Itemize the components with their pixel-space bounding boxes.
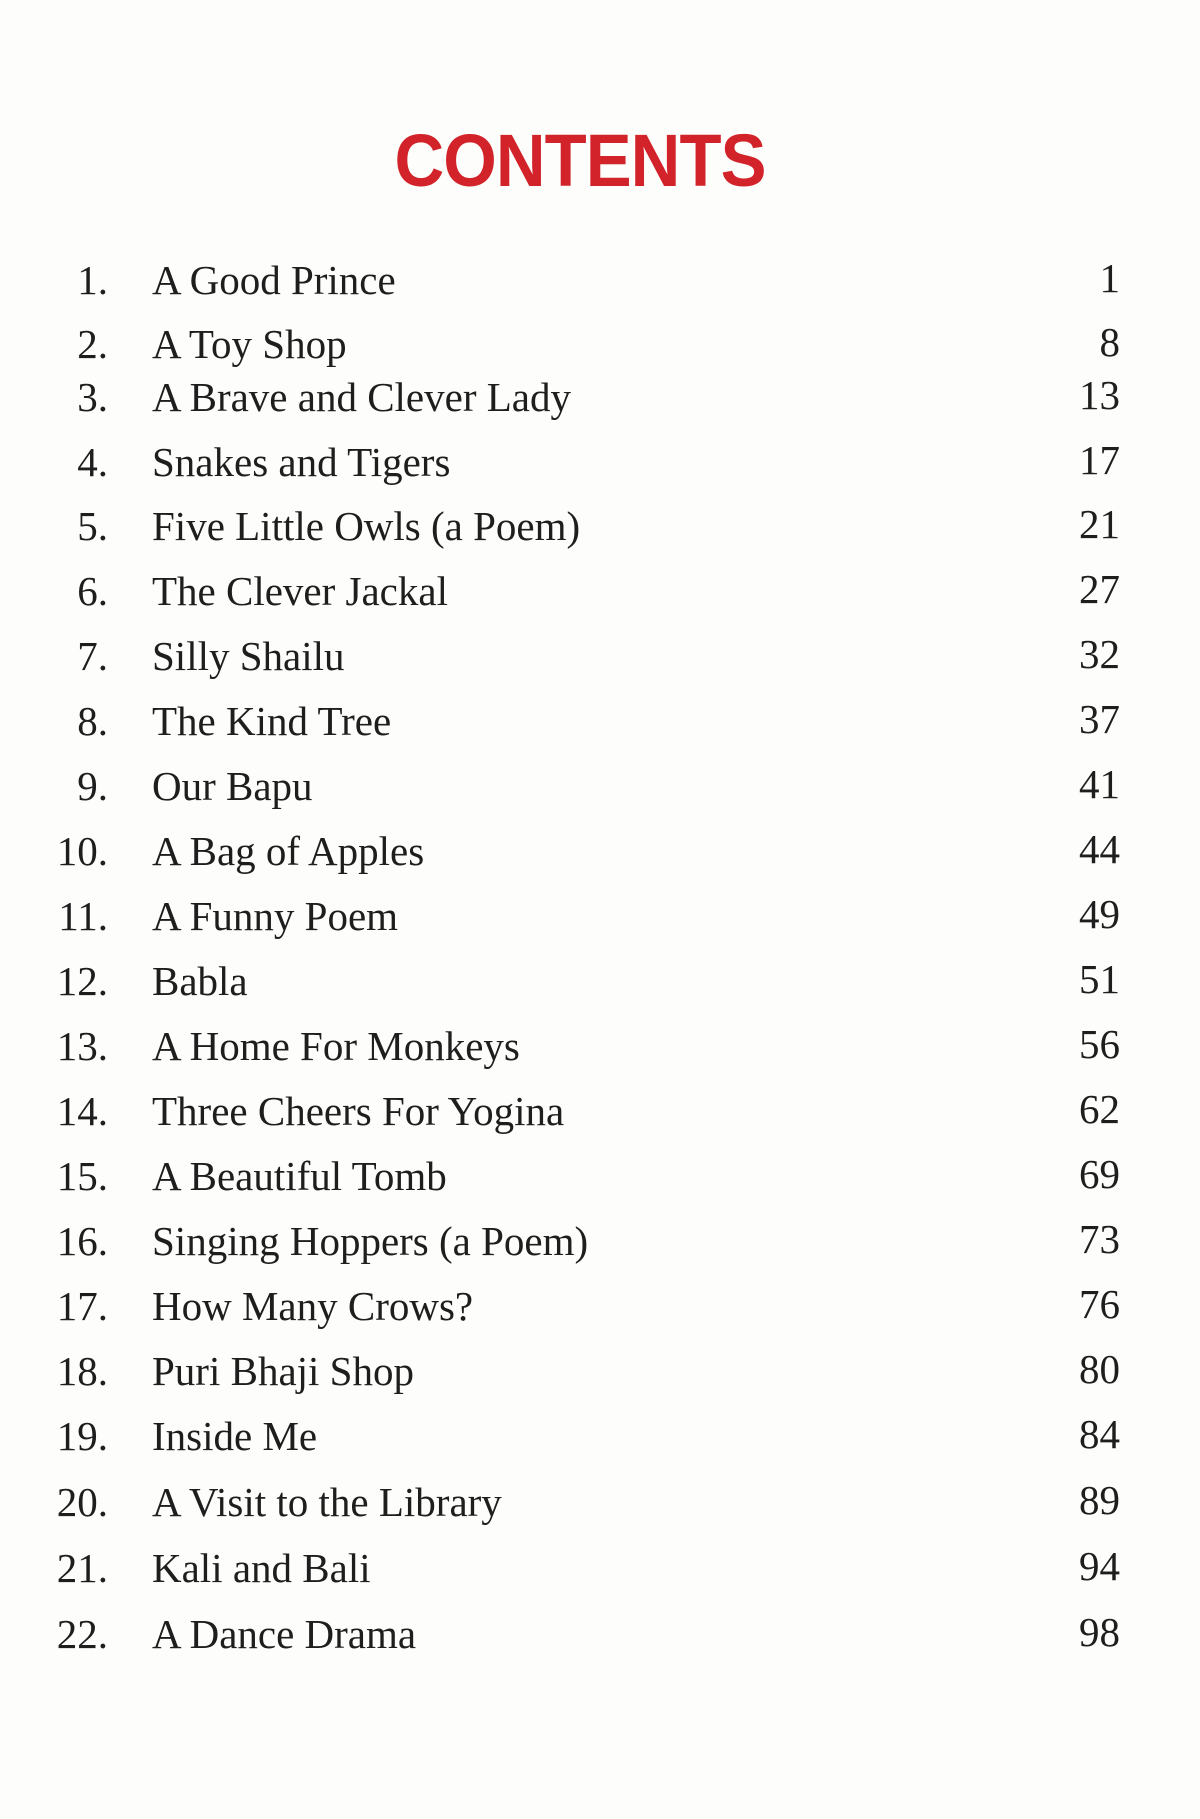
entry-title: Inside Me [152, 1413, 318, 1459]
toc-entry [0, 250, 1200, 310]
toc-entry [0, 756, 1200, 816]
entry-title: A Funny Poem [152, 893, 399, 939]
entry-page-number: 49 [1079, 891, 1120, 937]
entry-page-number: 62 [1079, 1086, 1120, 1132]
entry-page-number: 41 [1079, 761, 1120, 807]
entry-number: 18. [56, 1348, 108, 1394]
entry-number: 11. [58, 893, 108, 939]
toc-entry [0, 367, 1200, 427]
entry-title: Puri Bhaji Shop [152, 1348, 414, 1394]
entry-title: The Clever Jackal [152, 568, 448, 614]
entry-page-number: 27 [1079, 566, 1120, 612]
entry-title: A Brave and Clever Lady [152, 374, 571, 420]
entry-title: Three Cheers For Yogina [152, 1088, 565, 1134]
entry-title: Snakes and Tigers [152, 439, 451, 485]
toc-entry [0, 1406, 1200, 1466]
entry-page-number: 56 [1079, 1021, 1120, 1067]
entry-page-number: 84 [1079, 1411, 1120, 1457]
entry-page-number: 13 [1079, 372, 1120, 418]
entry-title: A Bag of Apples [152, 828, 425, 874]
entry-number: 7. [77, 633, 108, 679]
entry-number: 3. [77, 374, 108, 420]
entry-title: A Toy Shop [152, 321, 347, 367]
entry-number: 22. [56, 1611, 108, 1657]
entry-page-number: 80 [1079, 1346, 1120, 1392]
entry-number: 20. [56, 1479, 108, 1525]
entry-title: Babla [152, 958, 248, 1004]
entry-page-number: 21 [1079, 501, 1120, 547]
entry-page-number: 32 [1079, 631, 1120, 677]
entry-title: A Visit to the Library [152, 1479, 502, 1525]
entry-page-number: 98 [1079, 1609, 1120, 1655]
entry-number: 1. [77, 257, 108, 303]
page-title: CONTENTS [394, 119, 766, 202]
toc-entry [0, 691, 1200, 751]
entry-number: 6. [77, 568, 108, 614]
entry-number: 17. [56, 1283, 108, 1329]
toc-entry [0, 432, 1200, 492]
entry-number: 21. [56, 1545, 108, 1591]
entry-page-number: 94 [1079, 1543, 1120, 1589]
entry-page-number: 76 [1079, 1281, 1120, 1327]
entry-number: 13. [56, 1023, 108, 1069]
entry-page-number: 51 [1079, 956, 1120, 1002]
entry-title: The Kind Tree [152, 698, 392, 744]
entry-number: 16. [56, 1218, 108, 1264]
entry-page-number: 17 [1079, 437, 1120, 483]
entry-page-number: 69 [1079, 1151, 1120, 1197]
entry-number: 15. [56, 1153, 108, 1199]
entry-number: 12. [56, 958, 108, 1004]
entry-title: A Good Prince [152, 257, 396, 303]
entry-page-number: 1 [1099, 255, 1120, 301]
toc-entry [0, 821, 1200, 881]
entry-title: Kali and Bali [152, 1545, 371, 1591]
toc-entry [0, 561, 1200, 621]
toc-entry [0, 1341, 1200, 1401]
entry-title: How Many Crows? [152, 1283, 474, 1329]
toc-entry [0, 1276, 1200, 1336]
entry-number: 10. [56, 828, 108, 874]
entry-number: 4. [77, 439, 108, 485]
toc-entry [0, 1472, 1200, 1532]
toc-entry [0, 1604, 1200, 1664]
entry-page-number: 73 [1079, 1216, 1120, 1262]
entry-page-number: 8 [1099, 319, 1120, 365]
toc-entry [0, 1016, 1200, 1076]
toc-entry [0, 1211, 1200, 1271]
entry-title: Silly Shailu [152, 633, 345, 679]
entry-page-number: 89 [1079, 1477, 1120, 1523]
entry-number: 2. [77, 321, 108, 367]
entry-title: Five Little Owls (a Poem) [152, 503, 581, 549]
entry-title: A Home For Monkeys [152, 1023, 520, 1069]
toc-entry [0, 1081, 1200, 1141]
toc-entry [0, 1146, 1200, 1206]
entry-number: 5. [77, 503, 108, 549]
entry-number: 8. [77, 698, 108, 744]
toc-entry [0, 496, 1200, 556]
entry-title: Singing Hoppers (a Poem) [152, 1218, 589, 1264]
toc-entry [0, 314, 1200, 374]
toc-entry [0, 626, 1200, 686]
entry-number: 19. [56, 1413, 108, 1459]
entry-number: 9. [77, 763, 108, 809]
entry-page-number: 44 [1079, 826, 1120, 872]
entry-title: A Dance Drama [152, 1611, 417, 1657]
entry-page-number: 37 [1079, 696, 1120, 742]
toc-entry [0, 1538, 1200, 1598]
toc-entry [0, 951, 1200, 1011]
entry-number: 14. [56, 1088, 108, 1134]
toc-entry [0, 886, 1200, 946]
entry-title: Our Bapu [152, 763, 313, 809]
entry-title: A Beautiful Tomb [152, 1153, 447, 1199]
